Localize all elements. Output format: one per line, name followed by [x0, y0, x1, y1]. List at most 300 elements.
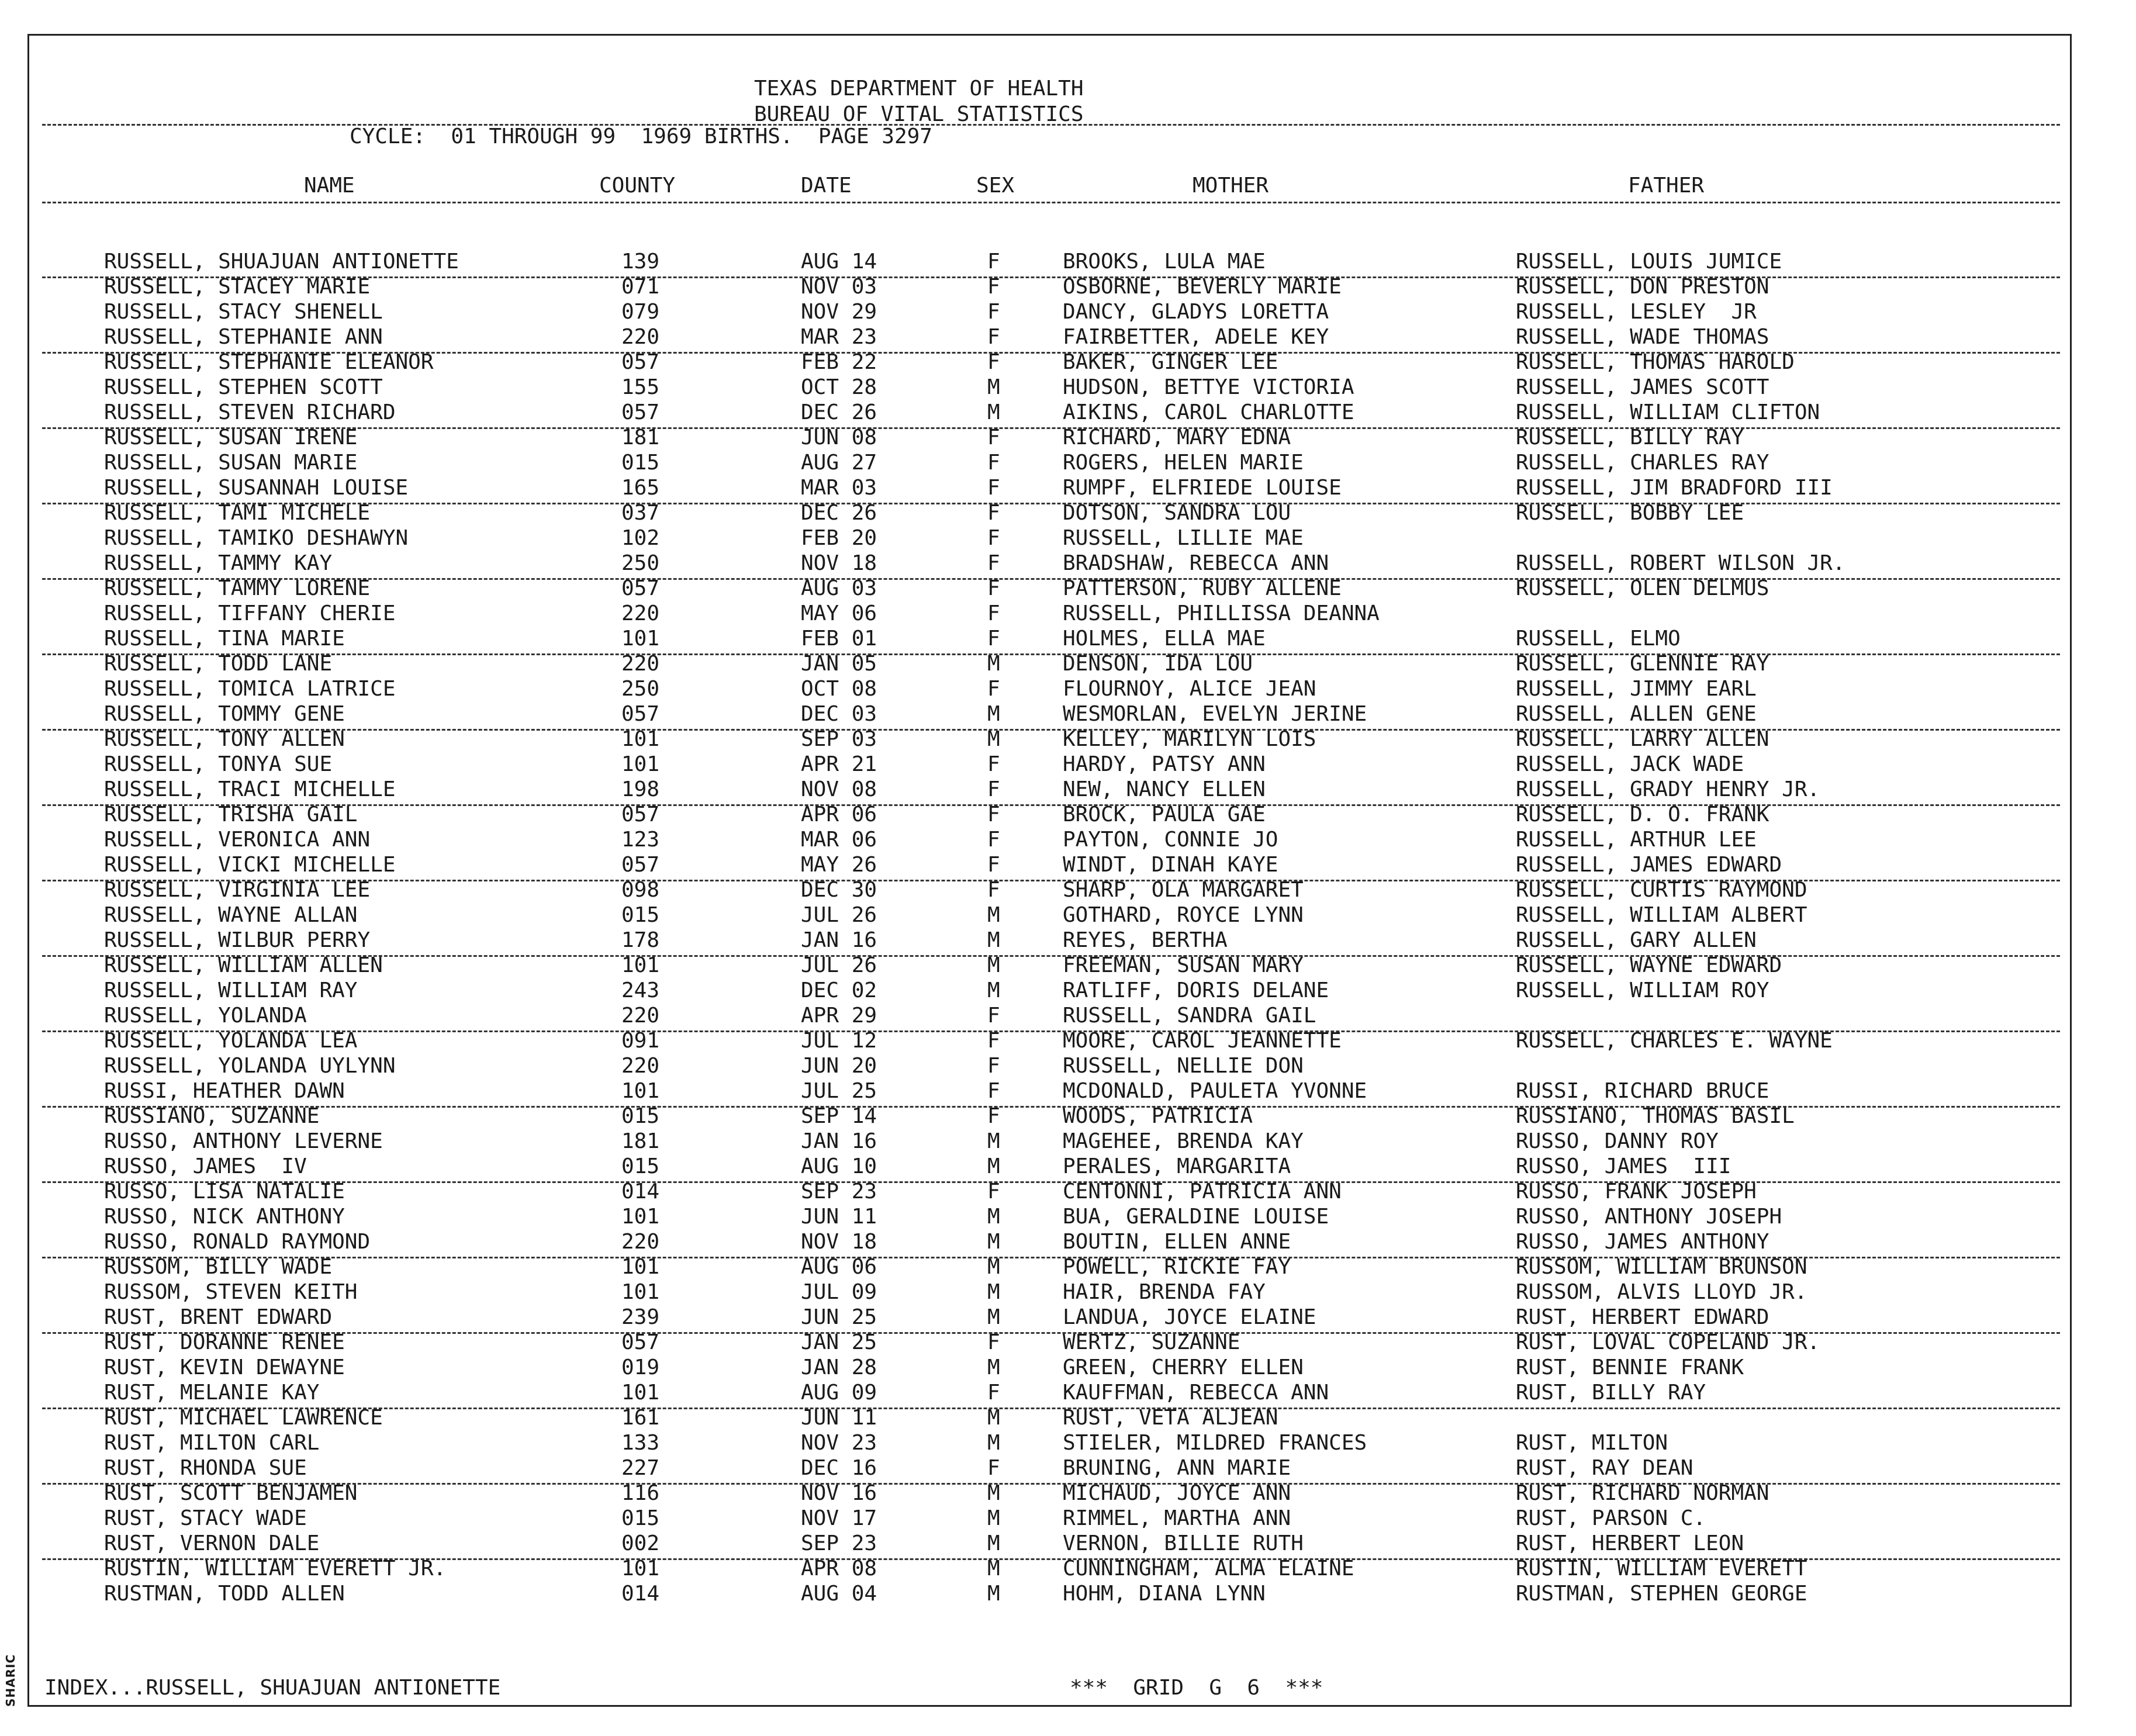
cell-name: RUSSELL, TRISHA GAIL — [104, 803, 358, 826]
table-row — [0, 1181, 2136, 1206]
cell-father: RUSSELL, LESLEY JR — [1516, 300, 1757, 324]
column-header-date: DATE — [801, 174, 852, 198]
cell-name: RUST, MICHAEL LAWRENCE — [104, 1406, 383, 1430]
column-header-county: COUNTY — [599, 174, 676, 198]
cell-date: SEP 03 — [801, 727, 877, 751]
cell-sex: M — [987, 1205, 1000, 1229]
cell-sex: F — [987, 426, 1000, 449]
cell-sex: F — [987, 1456, 1000, 1480]
cell-county: 101 — [621, 752, 660, 776]
cell-father: RUSSELL, BOBBY LEE — [1516, 501, 1744, 525]
table-row — [0, 1282, 2136, 1307]
cell-county: 227 — [621, 1456, 660, 1480]
cell-sex: F — [987, 275, 1000, 299]
cell-sex: F — [987, 803, 1000, 826]
cell-father: RUST, HERBERT EDWARD — [1516, 1305, 1769, 1329]
table-row — [0, 578, 2136, 603]
cell-name: RUSSELL, TRACI MICHELLE — [104, 777, 396, 801]
cell-name: RUST, MILTON CARL — [104, 1431, 320, 1455]
cell-father: RUSSELL, CHARLES E. WAYNE — [1516, 1029, 1833, 1053]
cell-sex: M — [987, 1255, 1000, 1279]
cell-name: RUST, DORANNE RENEE — [104, 1330, 345, 1354]
cell-sex: F — [987, 526, 1000, 550]
cell-name: RUSSELL, TONY ALLEN — [104, 727, 345, 751]
cell-sex: F — [987, 1330, 1000, 1354]
cell-date: JAN 25 — [801, 1330, 877, 1354]
cell-county: 015 — [621, 451, 660, 475]
cell-father: RUSSELL, GARY ALLEN — [1516, 928, 1757, 952]
cell-county: 116 — [621, 1481, 660, 1505]
cell-date: NOV 23 — [801, 1431, 877, 1455]
cell-name: RUSSELL, STEPHANIE ELEANOR — [104, 350, 434, 374]
cell-mother: AIKINS, CAROL CHARLOTTE — [1063, 400, 1354, 424]
cell-date: DEC 02 — [801, 978, 877, 1002]
cell-mother: REYES, BERTHA — [1063, 928, 1228, 952]
table-row — [0, 302, 2136, 327]
cell-father: RUSSO, JAMES ANTHONY — [1516, 1230, 1769, 1254]
table-row — [0, 1558, 2136, 1583]
cell-mother: HUDSON, BETTYE VICTORIA — [1063, 375, 1354, 399]
cell-name: RUSSELL, TAMI MICHELE — [104, 501, 371, 525]
table-row — [0, 603, 2136, 628]
cell-sex: F — [987, 878, 1000, 902]
cell-county: 071 — [621, 275, 660, 299]
cell-mother: GREEN, CHERRY ELLEN — [1063, 1355, 1304, 1379]
table-row — [0, 1206, 2136, 1232]
cell-father: RUSSELL, ELMO — [1516, 627, 1681, 651]
cell-mother: CUNNINGHAM, ALMA ELAINE — [1063, 1557, 1354, 1581]
cell-father: RUSSELL, OLEN DELMUS — [1516, 576, 1769, 600]
cell-mother: BROOKS, LULA MAE — [1063, 250, 1266, 274]
cell-mother: RUSSELL, PHILLISSA DEANNA — [1063, 601, 1380, 625]
cell-date: AUG 09 — [801, 1381, 877, 1405]
cell-mother: RUSSELL, SANDRA GAIL — [1063, 1004, 1316, 1028]
cell-sex: M — [987, 1531, 1000, 1555]
cell-sex: F — [987, 1180, 1000, 1204]
cell-date: NOV 18 — [801, 1230, 877, 1254]
cell-mother: BRUNING, ANN MARIE — [1063, 1456, 1291, 1480]
cell-date: FEB 22 — [801, 350, 877, 374]
cell-county: 101 — [621, 1381, 660, 1405]
table-row — [0, 1056, 2136, 1081]
cell-date: FEB 20 — [801, 526, 877, 550]
table-row — [0, 653, 2136, 679]
cell-county: 101 — [621, 1557, 660, 1581]
cell-date: JUN 11 — [801, 1205, 877, 1229]
cell-county: 178 — [621, 928, 660, 952]
cell-mother: BROCK, PAULA GAE — [1063, 803, 1266, 826]
cell-sex: F — [987, 576, 1000, 600]
cell-name: RUSSELL, WILBUR PERRY — [104, 928, 371, 952]
cell-father: RUSSIANO, THOMAS BASIL — [1516, 1104, 1795, 1128]
cell-date: AUG 27 — [801, 451, 877, 475]
cell-date: FEB 01 — [801, 627, 877, 651]
cell-date: AUG 03 — [801, 576, 877, 600]
cell-mother: BAKER, GINGER LEE — [1063, 350, 1278, 374]
cell-father: RUSSELL, LARRY ALLEN — [1516, 727, 1769, 751]
cell-name: RUST, STACY WADE — [104, 1506, 307, 1530]
cell-mother: BUA, GERALDINE LOUISE — [1063, 1205, 1329, 1229]
cell-date: SEP 23 — [801, 1180, 877, 1204]
cell-county: 161 — [621, 1406, 660, 1430]
cell-county: 250 — [621, 677, 660, 701]
table-row — [0, 503, 2136, 528]
cell-name: RUSTMAN, TODD ALLEN — [104, 1582, 345, 1606]
table-row — [0, 955, 2136, 980]
table-row — [0, 1106, 2136, 1131]
cell-mother: WOODS, PATRICIA — [1063, 1104, 1253, 1128]
table-row — [0, 679, 2136, 704]
cell-date: JUL 12 — [801, 1029, 877, 1053]
cell-sex: F — [987, 677, 1000, 701]
cell-sex: F — [987, 1004, 1000, 1028]
cell-name: RUSSELL, SUSANNAH LOUISE — [104, 476, 409, 500]
cell-father: RUSSELL, D. O. FRANK — [1516, 803, 1769, 826]
cell-mother: NEW, NANCY ELLEN — [1063, 777, 1266, 801]
cell-sex: M — [987, 1557, 1000, 1581]
cell-name: RUST, KEVIN DEWAYNE — [104, 1355, 345, 1379]
cell-mother: KAUFFMAN, REBECCA ANN — [1063, 1381, 1329, 1405]
cell-father: RUSSELL, WADE THOMAS — [1516, 325, 1769, 349]
cell-father: RUST, HERBERT LEON — [1516, 1531, 1744, 1555]
cell-county: 019 — [621, 1355, 660, 1379]
cell-mother: PAYTON, CONNIE JO — [1063, 828, 1278, 852]
cell-name: RUSSELL, SUSAN IRENE — [104, 426, 358, 449]
cell-sex: M — [987, 652, 1000, 676]
cell-father: RUST, PARSON C. — [1516, 1506, 1706, 1530]
cell-sex: M — [987, 1406, 1000, 1430]
footer-grid: *** GRID G 6 *** — [1070, 1676, 1323, 1700]
cell-father: RUSSELL, LOUIS JUMICE — [1516, 250, 1782, 274]
cell-sex: F — [987, 752, 1000, 776]
cell-sex: F — [987, 777, 1000, 801]
cell-father: RUSSO, JAMES III — [1516, 1154, 1731, 1178]
cell-county: 220 — [621, 1004, 660, 1028]
cell-date: APR 29 — [801, 1004, 877, 1028]
cell-father: RUSSELL, WILLIAM ALBERT — [1516, 903, 1807, 927]
cell-sex: M — [987, 702, 1000, 726]
cell-county: 101 — [621, 627, 660, 651]
cell-name: RUSSELL, SHUAJUAN ANTIONETTE — [104, 250, 459, 274]
cell-mother: RICHARD, MARY EDNA — [1063, 426, 1291, 449]
cell-mother: HARDY, PATSY ANN — [1063, 752, 1266, 776]
cell-father: RUSSELL, JAMES EDWARD — [1516, 853, 1782, 877]
cell-name: RUSSELL, WILLIAM RAY — [104, 978, 358, 1002]
cell-county: 220 — [621, 325, 660, 349]
cell-name: RUSSO, ANTHONY LEVERNE — [104, 1129, 383, 1153]
cell-county: 220 — [621, 652, 660, 676]
cell-mother: DENSON, IDA LOU — [1063, 652, 1253, 676]
cell-father: RUSSELL, CHARLES RAY — [1516, 451, 1769, 475]
cell-sex: M — [987, 1582, 1000, 1606]
cell-mother: FAIRBETTER, ADELE KEY — [1063, 325, 1329, 349]
cell-county: 037 — [621, 501, 660, 525]
cell-date: APR 06 — [801, 803, 877, 826]
cell-father: RUSSELL, ARTHUR LEE — [1516, 828, 1757, 852]
cell-sex: M — [987, 1481, 1000, 1505]
cell-date: DEC 26 — [801, 400, 877, 424]
cell-mother: VERNON, BILLIE RUTH — [1063, 1531, 1304, 1555]
cell-county: 014 — [621, 1582, 660, 1606]
cell-county: 198 — [621, 777, 660, 801]
cell-county: 015 — [621, 1104, 660, 1128]
table-row — [0, 1257, 2136, 1282]
cell-sex: M — [987, 1431, 1000, 1455]
cell-name: RUSSELL, WAYNE ALLAN — [104, 903, 358, 927]
cell-name: RUST, RHONDA SUE — [104, 1456, 307, 1480]
cell-county: 101 — [621, 727, 660, 751]
cell-county: 220 — [621, 601, 660, 625]
cell-father: RUSSI, RICHARD BRUCE — [1516, 1079, 1769, 1103]
cell-mother: RATLIFF, DORIS DELANE — [1063, 978, 1329, 1002]
cell-name: RUSSELL, TAMIKO DESHAWYN — [104, 526, 409, 550]
cell-mother: STIELER, MILDRED FRANCES — [1063, 1431, 1367, 1455]
cell-mother: HAIR, BRENDA FAY — [1063, 1280, 1266, 1304]
cell-date: AUG 14 — [801, 250, 877, 274]
cell-name: RUSSELL, STEPHEN SCOTT — [104, 375, 383, 399]
cell-sex: F — [987, 451, 1000, 475]
cell-date: AUG 06 — [801, 1255, 877, 1279]
cell-sex: F — [987, 1054, 1000, 1078]
table-row — [0, 1030, 2136, 1056]
cell-father: RUSSELL, CURTIS RAYMOND — [1516, 878, 1807, 902]
cell-sex: M — [987, 1129, 1000, 1153]
cell-sex: M — [987, 727, 1000, 751]
footer-index: INDEX...RUSSELL, SHUAJUAN ANTIONETTE — [44, 1676, 501, 1700]
cell-name: RUSTIN, WILLIAM EVERETT JR. — [104, 1557, 447, 1581]
cell-mother: HOLMES, ELLA MAE — [1063, 627, 1266, 651]
cell-mother: POWELL, RICKIE FAY — [1063, 1255, 1291, 1279]
cell-father: RUSSELL, GLENNIE RAY — [1516, 652, 1769, 676]
cell-name: RUSSELL, VICKI MICHELLE — [104, 853, 396, 877]
cell-mother: FREEMAN, SUSAN MARY — [1063, 953, 1304, 977]
cell-mother: RUMPF, ELFRIEDE LOUISE — [1063, 476, 1342, 500]
cell-sex: F — [987, 350, 1000, 374]
cell-county: 101 — [621, 1280, 660, 1304]
side-label: SHARIC — [4, 1654, 18, 1707]
cell-name: RUSSELL, VERONICA ANN — [104, 828, 371, 852]
cell-name: RUSSELL, YOLANDA — [104, 1004, 307, 1028]
cell-sex: M — [987, 953, 1000, 977]
cell-date: SEP 14 — [801, 1104, 877, 1128]
cell-mother: DANCY, GLADYS LORETTA — [1063, 300, 1329, 324]
cell-mother: BRADSHAW, REBECCA ANN — [1063, 551, 1329, 575]
cell-county: 155 — [621, 375, 660, 399]
table-row — [0, 528, 2136, 553]
cell-date: JUN 08 — [801, 426, 877, 449]
cell-mother: PERALES, MARGARITA — [1063, 1154, 1291, 1178]
header-bureau: BUREAU OF VITAL STATISTICS — [754, 102, 1084, 126]
cell-sex: M — [987, 1154, 1000, 1178]
cell-father: RUST, RICHARD NORMAN — [1516, 1481, 1769, 1505]
cell-mother: ROGERS, HELEN MARIE — [1063, 451, 1304, 475]
cell-name: RUST, VERNON DALE — [104, 1531, 320, 1555]
cell-date: NOV 18 — [801, 551, 877, 575]
table-row — [0, 1508, 2136, 1533]
cell-name: RUSSELL, YOLANDA UYLYNN — [104, 1054, 396, 1078]
table-row — [0, 377, 2136, 402]
cell-date: DEC 16 — [801, 1456, 877, 1480]
cell-sex: F — [987, 1029, 1000, 1053]
cell-name: RUSSELL, TODD LANE — [104, 652, 333, 676]
cell-county: 250 — [621, 551, 660, 575]
cell-mother: SHARP, OLA MARGARET — [1063, 878, 1304, 902]
cell-mother: WINDT, DINAH KAYE — [1063, 853, 1278, 877]
cell-father: RUST, LOVAL COPELAND JR. — [1516, 1330, 1820, 1354]
table-row — [0, 829, 2136, 855]
table-row — [0, 1483, 2136, 1508]
cell-date: JUN 11 — [801, 1406, 877, 1430]
cell-date: MAR 06 — [801, 828, 877, 852]
cell-name: RUSSELL, TINA MARIE — [104, 627, 345, 651]
table-row — [0, 1332, 2136, 1357]
cell-mother: KELLEY, MARILYN LOIS — [1063, 727, 1316, 751]
cell-father: RUSSELL, JIM BRADFORD III — [1516, 476, 1833, 500]
cell-father: RUSSELL, JIMMY EARL — [1516, 677, 1757, 701]
cell-father: RUSSO, DANNY ROY — [1516, 1129, 1719, 1153]
cell-date: MAY 26 — [801, 853, 877, 877]
cell-date: JAN 16 — [801, 1129, 877, 1153]
cell-mother: RUSSELL, LILLIE MAE — [1063, 526, 1304, 550]
cell-county: 123 — [621, 828, 660, 852]
column-header-name: NAME — [304, 174, 355, 198]
cell-name: RUSSELL, SUSAN MARIE — [104, 451, 358, 475]
cell-name: RUSSI, HEATHER DAWN — [104, 1079, 345, 1103]
cell-date: MAY 06 — [801, 601, 877, 625]
table-row — [0, 804, 2136, 829]
cell-sex: F — [987, 1079, 1000, 1103]
cell-name: RUSSELL, STEVEN RICHARD — [104, 400, 396, 424]
cell-sex: M — [987, 903, 1000, 927]
cell-county: 079 — [621, 300, 660, 324]
cell-sex: M — [987, 1230, 1000, 1254]
column-header-rule — [42, 202, 2060, 203]
cell-date: AUG 04 — [801, 1582, 877, 1606]
cell-name: RUSSO, JAMES IV — [104, 1154, 307, 1178]
cell-mother: CENTONNI, PATRICIA ANN — [1063, 1180, 1342, 1204]
cell-date: APR 21 — [801, 752, 877, 776]
cell-county: 239 — [621, 1305, 660, 1329]
cell-date: MAR 23 — [801, 325, 877, 349]
cell-name: RUST, SCOTT BENJAMEN — [104, 1481, 358, 1505]
cell-father: RUST, BENNIE FRANK — [1516, 1355, 1744, 1379]
cell-father: RUST, RAY DEAN — [1516, 1456, 1693, 1480]
column-header-father: FATHER — [1628, 174, 1705, 198]
header-cycle: CYCLE: 01 THROUGH 99 1969 BIRTHS. PAGE 3297 — [350, 125, 932, 148]
cell-county: 057 — [621, 702, 660, 726]
cell-mother: WESMORLAN, EVELYN JERINE — [1063, 702, 1367, 726]
cell-sex: F — [987, 828, 1000, 852]
cell-county: 139 — [621, 250, 660, 274]
cell-name: RUSSOM, STEVEN KEITH — [104, 1280, 358, 1304]
cell-date: NOV 03 — [801, 275, 877, 299]
cell-date: JUL 25 — [801, 1079, 877, 1103]
cell-date: JAN 16 — [801, 928, 877, 952]
cell-county: 015 — [621, 1154, 660, 1178]
cell-father: RUSSOM, ALVIS LLOYD JR. — [1516, 1280, 1807, 1304]
cell-date: SEP 23 — [801, 1531, 877, 1555]
cell-county: 057 — [621, 853, 660, 877]
cell-sex: F — [987, 853, 1000, 877]
cell-county: 015 — [621, 1506, 660, 1530]
cell-name: RUSSELL, TAMMY LORENE — [104, 576, 371, 600]
cell-father: RUSSELL, WILLIAM CLIFTON — [1516, 400, 1820, 424]
cell-county: 102 — [621, 526, 660, 550]
cell-date: NOV 17 — [801, 1506, 877, 1530]
cell-sex: M — [987, 928, 1000, 952]
cell-mother: MCDONALD, PAULETA YVONNE — [1063, 1079, 1367, 1103]
cell-date: DEC 03 — [801, 702, 877, 726]
cell-father: RUSSELL, WAYNE EDWARD — [1516, 953, 1782, 977]
cell-sex: M — [987, 1355, 1000, 1379]
cell-name: RUSSELL, WILLIAM ALLEN — [104, 953, 383, 977]
column-header-mother: MOTHER — [1193, 174, 1269, 198]
cell-mother: RIMMEL, MARTHA ANN — [1063, 1506, 1291, 1530]
cell-mother: PATTERSON, RUBY ALLENE — [1063, 576, 1342, 600]
cell-sex: M — [987, 375, 1000, 399]
cell-father: RUSSELL, WILLIAM ROY — [1516, 978, 1769, 1002]
cell-sex: F — [987, 601, 1000, 625]
cell-sex: F — [987, 627, 1000, 651]
cell-date: JAN 05 — [801, 652, 877, 676]
cell-county: 101 — [621, 1255, 660, 1279]
cell-county: 101 — [621, 953, 660, 977]
cell-father: RUST, BILLY RAY — [1516, 1381, 1706, 1405]
cell-name: RUST, MELANIE KAY — [104, 1381, 320, 1405]
cell-mother: MAGEHEE, BRENDA KAY — [1063, 1129, 1304, 1153]
cell-sex: M — [987, 1280, 1000, 1304]
cell-father: RUSSO, ANTHONY JOSEPH — [1516, 1205, 1782, 1229]
table-row — [0, 980, 2136, 1005]
table-row — [0, 754, 2136, 779]
cell-name: RUSSELL, YOLANDA LEA — [104, 1029, 358, 1053]
header-rule — [42, 124, 2060, 126]
cell-date: JUN 20 — [801, 1054, 877, 1078]
cell-father: RUSSELL, THOMAS HAROLD — [1516, 350, 1795, 374]
cell-county: 101 — [621, 1205, 660, 1229]
cell-sex: F — [987, 551, 1000, 575]
cell-county: 243 — [621, 978, 660, 1002]
cell-date: JUL 09 — [801, 1280, 877, 1304]
cell-mother: LANDUA, JOYCE ELAINE — [1063, 1305, 1316, 1329]
cell-sex: F — [987, 250, 1000, 274]
cell-father: RUSTIN, WILLIAM EVERETT — [1516, 1557, 1807, 1581]
cell-mother: MICHAUD, JOYCE ANN — [1063, 1481, 1291, 1505]
cell-mother: HOHM, DIANA LYNN — [1063, 1582, 1266, 1606]
cell-date: JUL 26 — [801, 903, 877, 927]
cell-father: RUSSELL, DON PRESTON — [1516, 275, 1769, 299]
cell-date: NOV 08 — [801, 777, 877, 801]
cell-mother: MOORE, CAROL JEANNETTE — [1063, 1029, 1342, 1053]
cell-father: RUSSELL, JACK WADE — [1516, 752, 1744, 776]
cell-date: OCT 08 — [801, 677, 877, 701]
table-row — [0, 729, 2136, 754]
cell-county: 057 — [621, 1330, 660, 1354]
cell-father: RUSSOM, WILLIAM BRUNSON — [1516, 1255, 1807, 1279]
table-row — [0, 1131, 2136, 1156]
cell-name: RUSSO, NICK ANTHONY — [104, 1205, 345, 1229]
cell-sex: M — [987, 978, 1000, 1002]
cell-date: DEC 30 — [801, 878, 877, 902]
cell-name: RUSSELL, VIRGINIA LEE — [104, 878, 371, 902]
cell-father: RUSSELL, BILLY RAY — [1516, 426, 1744, 449]
cell-sex: F — [987, 300, 1000, 324]
cell-county: 098 — [621, 878, 660, 902]
cell-father: RUSSO, FRANK JOSEPH — [1516, 1180, 1757, 1204]
cell-county: 220 — [621, 1230, 660, 1254]
table-row — [0, 1408, 2136, 1433]
cell-name: RUSSELL, TOMMY GENE — [104, 702, 345, 726]
